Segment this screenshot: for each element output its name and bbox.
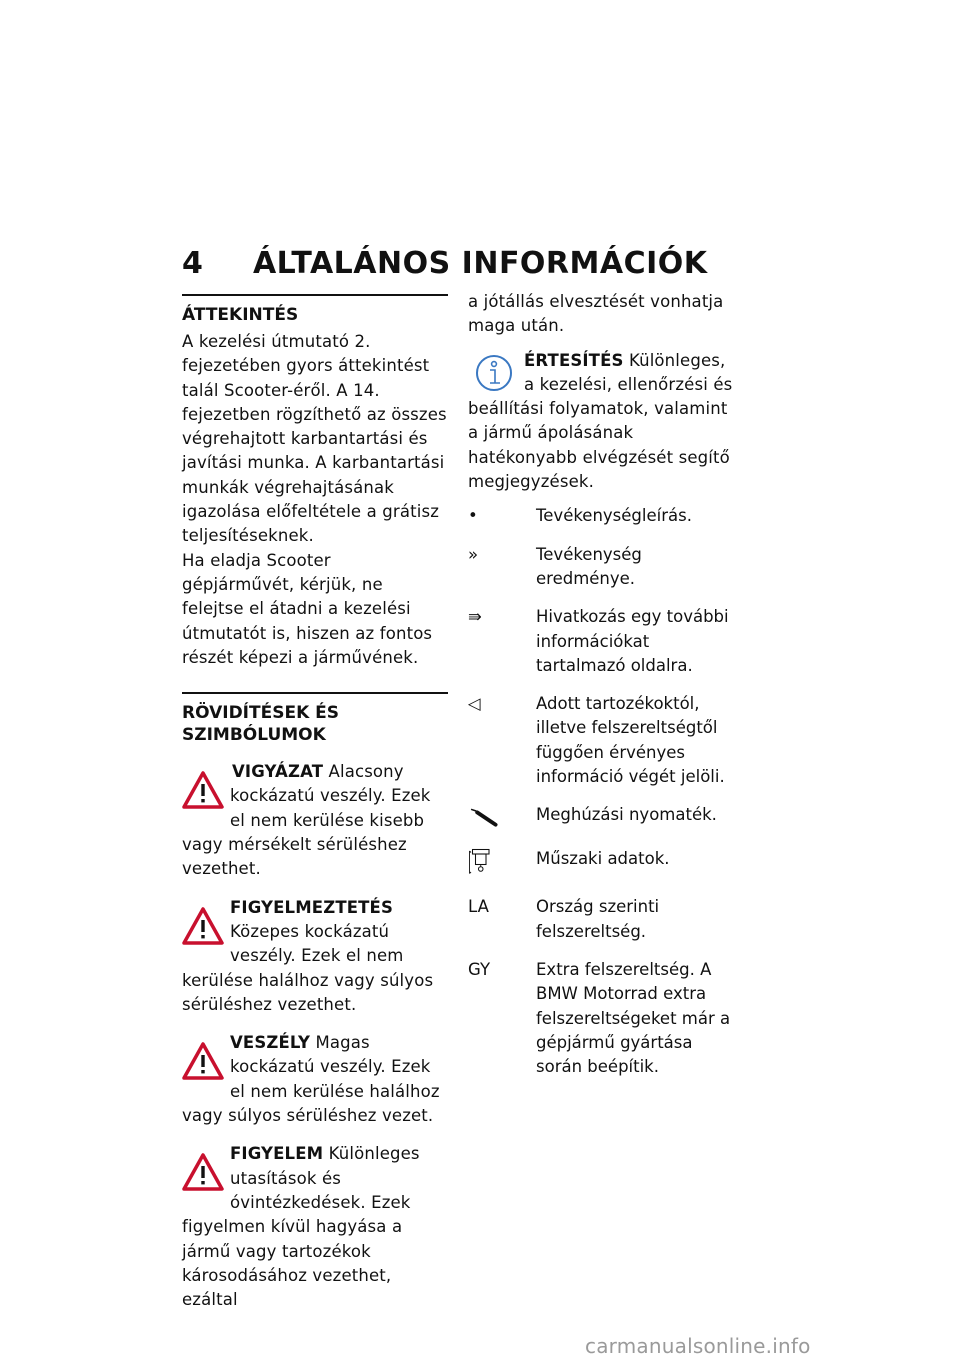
warning-triangle-icon	[182, 1041, 224, 1081]
list-item	[468, 504, 736, 528]
list-item	[468, 847, 736, 881]
warning-text: Magas kockázatú veszély. Ezek el nem kerülése halálhoz vagy súlyos sérüléshez vezet.	[182, 1033, 440, 1126]
symbol-description: Tevékenység eredménye.	[536, 544, 642, 588]
chapter-heading	[182, 246, 708, 281]
chapter-number: 4	[182, 246, 204, 281]
list-item	[468, 605, 736, 678]
abbrev-heading: RÖVIDÍTÉSEK ÉS SZIMBÓLUMOK	[182, 703, 340, 746]
list-item	[468, 692, 736, 789]
symbol-description: Adott tartozékoktól, illetve felszereltségtől függően érvényes információ végét jelöli.	[536, 694, 725, 787]
warning-text: Különleges utasítások és óvintézkedések. Ezek figyelmen kívül hagyása a jármű vagy tartozékok károsodásához vezethet, ezáltal	[182, 1144, 420, 1310]
symbol-description: Hivatkozás egy további információkat tartalmazó oldalra.	[536, 607, 729, 675]
warning-keyword: VIGYÁZAT	[232, 762, 324, 782]
symbol-list	[468, 504, 736, 1079]
watermark: carmanualsonline.info	[585, 1334, 811, 1358]
section-rule	[182, 294, 448, 296]
symbol-description: Extra felszereltség. A BMW Motorrad extra felszereltségeket már a gépjármű gyártása során beépítik.	[536, 959, 731, 1077]
continuation-text: a jótállás elvesztését vonhatja maga után.	[468, 292, 724, 336]
warning-alert	[182, 896, 448, 1017]
section-rule	[182, 692, 448, 694]
torque-wrench-icon	[468, 801, 514, 833]
overview-paragraph-1: A kezelési útmutató 2. fejezetében gyors áttekintést talál Scooter-éről. A 14. fejezetben rögzíthető az összes végrehajtott karbantartási és javítási munka. A karbantartási munkák végrehajtásának igazolása előfeltétele a grátisz teljesítéseknek.	[182, 332, 447, 546]
warning-triangle-icon	[182, 906, 224, 946]
left-column	[182, 294, 448, 1312]
list-item	[468, 803, 736, 833]
chapter-title: ÁLTALÁNOS INFORMÁCIÓK	[252, 246, 708, 281]
symbol-description: Ország szerinti felszereltség.	[536, 897, 660, 941]
end-marker-icon: ◁	[468, 694, 481, 714]
warning-triangle-icon	[182, 1152, 224, 1192]
symbol-description: Műszaki adatok.	[536, 849, 670, 869]
bullet-symbol: •	[468, 506, 478, 526]
notice-text: Különleges, a kezelési, ellenőrzési és beállítási folyamatok, valamint a jármű ápolásának hatékonyabb elvégzését segítő megjegyzések.	[468, 350, 733, 492]
list-item	[468, 543, 736, 592]
list-item	[468, 895, 736, 944]
warning-attention	[182, 1142, 448, 1312]
warning-keyword: FIGYELMEZTETÉS	[230, 897, 394, 917]
optional-equipment-label: GY	[468, 959, 491, 979]
overview-paragraph-2: Ha eladja Scooter gépjárművét, kérjük, ne felejtse el átadni a kezelési útmutatót is, hiszen az fontos részét képezi a járművének.	[182, 550, 433, 667]
symbol-description: Meghúzási nyomaték.	[536, 805, 717, 825]
result-symbol: »	[468, 544, 479, 564]
overview-heading: ÁTTEKINTÉS	[182, 305, 299, 325]
warning-keyword: VESZÉLY	[230, 1033, 311, 1053]
list-item	[468, 958, 736, 1079]
warning-triangle-icon	[182, 770, 224, 810]
warning-text: Közepes kockázatú veszély. Ezek el nem kerülése halálhoz vagy súlyos sérüléshez vezethet.	[182, 921, 434, 1014]
technical-data-icon	[468, 845, 498, 881]
country-variant-label: LA	[468, 897, 489, 917]
symbol-description: Tevékenységleírás.	[536, 506, 692, 526]
reference-arrow-icon: ⇛	[468, 607, 482, 627]
warning-caution	[182, 760, 448, 881]
info-icon	[474, 353, 516, 393]
notice-keyword: ÉRTESÍTÉS	[524, 350, 624, 370]
notice-block	[468, 349, 736, 495]
right-column	[468, 290, 736, 1079]
warning-keyword: FIGYELEM	[230, 1144, 324, 1164]
warning-text: Alacsony kockázatú veszély. Ezek el nem kerülése kisebb vagy mérsékelt sérüléshez vezethet.	[182, 762, 431, 879]
warning-danger	[182, 1031, 448, 1128]
